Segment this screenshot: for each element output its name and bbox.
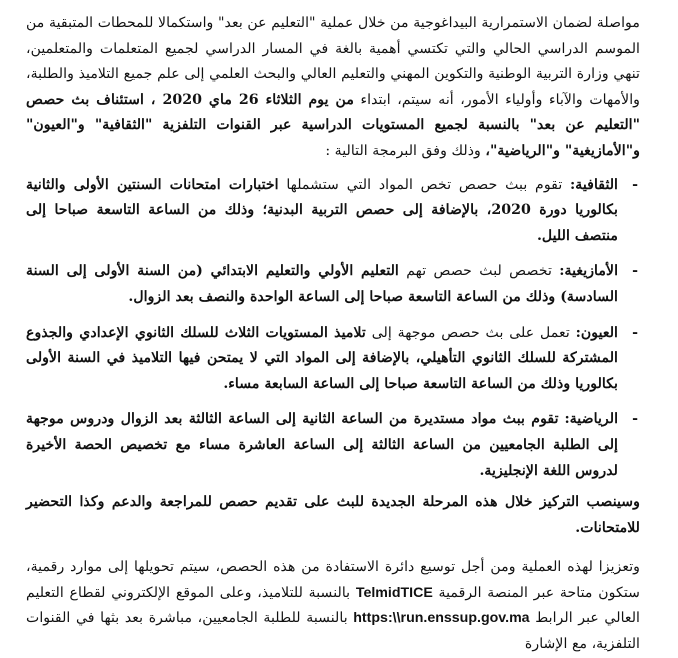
channel-item-riyadia [26,407,640,484]
closing-text-c: بالنسبة للطلبة الجامعيين، مباشرة بعد بثها في القنوات التلفزية، مع الإشارة [26,610,640,653]
intro-announcement: من يوم الثلاثاء 26 ماي 2020 ، استئناف بث حصص "التعليم عن بعد" بالنسبة لجميع المستويات الدراسية عبر القنوات التلفزية "الثقافية" و"العيون" و"الأمازيغية" و"الرياضية"، [26,91,640,159]
bullet-marker: - [632,411,638,428]
channel-name: الأمازيغية: [559,263,619,280]
intro-paragraph [26,11,640,165]
closing-paragraph [26,555,640,657]
intro-section [26,11,640,165]
website-link[interactable]: https:\\run.enssup.gov.ma [353,610,530,627]
intro-text: مواصلة لضمان الاستمرارية البيداغوجية من خلال عملية "التعليم عن بعد" واستكمالا للمحطات المتبقية من الموسم الدراسي الحالي والتي تكتسي أهمية بالغة في المسار الدراسي لجميع المتعلمات والمتعلمين، تنهي وزارة التربية الوطنية والتكوين المهني والتعليم العالي والبحث العلمي إلى علم جميع التلاميذ والطلبة، والأمهات والآباء وأولياء الأمور، أنه سيتم، [26,15,641,108]
channel-details: تقوم ببث مواد مستديرة من الساعة الثانية إلى الساعة الثالثة بعد الزوال ودروس موجهة إلى الطلبة الجامعيين من الساعة الثالثة إلى الساعة العاشرة مساء مع تخصيص الحصة الأخيرة لدروس اللغة الإنجليزية. [26,411,618,479]
closing-text-a: وتعزيزا لهذه العملية ومن أجل توسيع دائرة الاستفادة من هذه الحصص، سيتم تحويلها إلى موارد رقمية، ستكون متاحة عبر المنصة الرقمية [26,559,640,601]
intro-schedule-lead: وذلك وفق البرمجة التالية : [325,142,481,159]
channel-item-laayoune [26,321,640,398]
channel-name: العيون: [575,324,618,341]
intro-start-word: ابتداء [360,91,391,108]
bullet-marker: - [632,176,638,193]
channel-description: تخصص لبث حصص تهم [406,263,552,280]
channel-item-amazighia [26,259,640,310]
channel-description: تعمل على بث حصص موجهة إلى [371,324,570,341]
bullet-marker: - [632,263,638,280]
closing-text-b: بالنسبة للتلاميذ، وعلى الموقع الإلكتروني لقطاع التعليم العالي عبر الرابط [26,584,640,627]
channel-description: تقوم ببث حصص تخص المواد التي ستشملها [286,176,563,193]
channel-details: التعليم الأولي والتعليم الابتدائي (من السنة الأولى إلى السنة السادسة) وذلك من الساعة التاسعة صباحا إلى الساعة الواحدة والنصف بعد الزوال. [26,263,618,305]
platform-name: TelmidTICE [355,584,433,601]
channel-name: الثقافية: [570,176,618,193]
channel-details: اختبارات امتحانات السنتين الأولى والثانية بكالوريا دورة 2020، بالإضافة إلى حصص التربية البدنية؛ وذلك من الساعة التاسعة صباحا إلى منتصف الليل. [26,176,618,244]
bullet-marker: - [632,324,638,341]
channel-item-thaqafia [26,173,640,250]
focus-statement: وسينصب التركيز خلال هذه المرحلة الجديدة للبث على تقديم حصص للمراجعة والدعم وكذا التحضير للامتحانات. [26,494,640,536]
closing-section [26,555,640,657]
channel-list [26,173,640,485]
channel-name: الرياضية: [564,411,619,428]
channel-details: تلاميذ المستويات الثلاث للسلك الثانوي الإعدادي والجذوع المشتركة للسلك الثانوي التأهيلي، بالإضافة إلى المواد التي لا يمتحن فيها التلاميذ في السنة الأولى بكالوريا وذلك من الساعة التاسعة صباحا إلى الساعة السابعة مساء. [26,324,618,392]
